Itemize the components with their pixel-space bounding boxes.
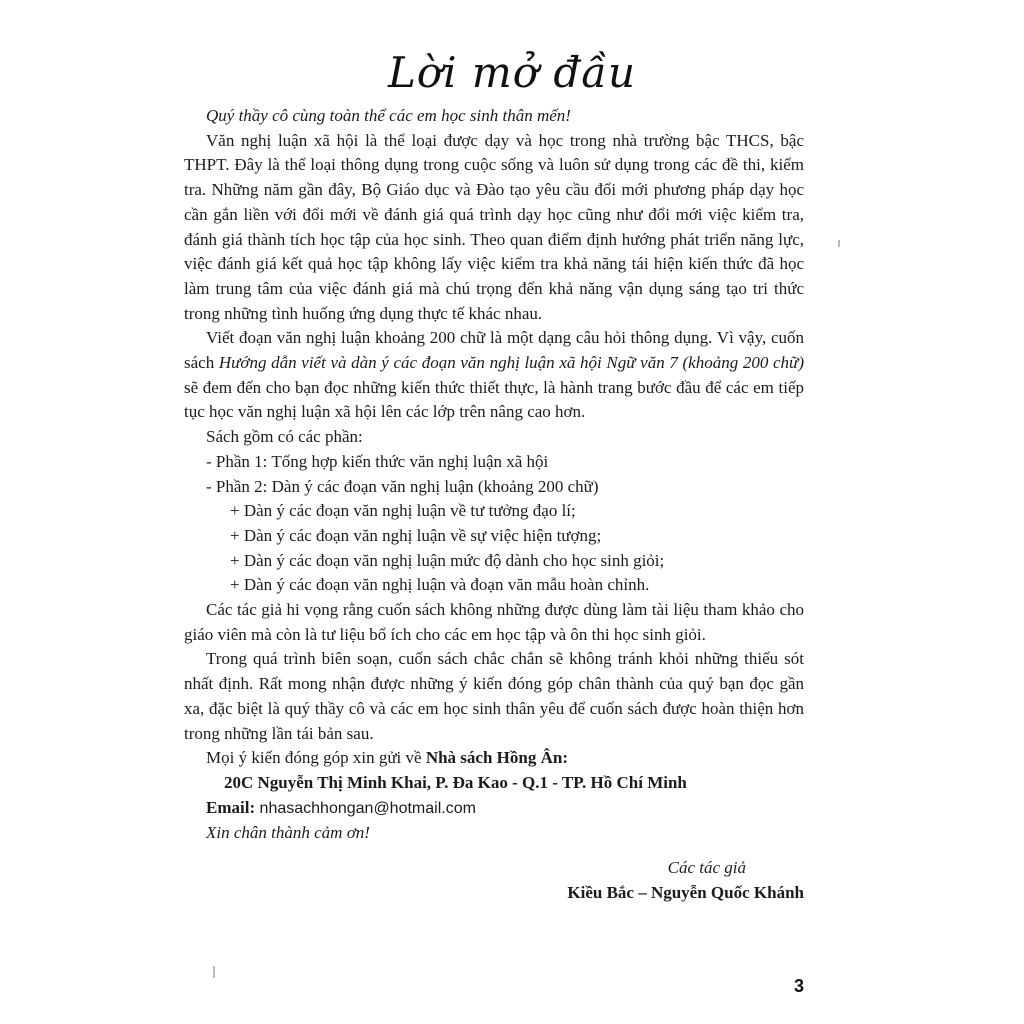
feedback-line <box>184 746 804 771</box>
paragraph-3: Các tác giả hi vọng rằng cuốn sách không những được dùng làm tài liệu tham khảo cho giáo viên mà còn là tư liệu bổ ích cho các em học tập và ôn thi học sinh giỏi. <box>184 600 804 644</box>
parts-intro: Sách gồm có các phần: <box>206 427 363 447</box>
author-names: Kiều Bắc – Nguyễn Quốc Khánh <box>567 882 804 902</box>
paragraph-4: Trong quá trình biên soạn, cuốn sách chắc chắn sẽ không tránh khỏi những thiếu sót nhất định. Rất mong nhận được những ý kiến đóng góp chân thành của quý bạn đọc gần xa, đặc biệt là quý thầy cô và các em học sinh thân yêu để cuốn sách được hoàn thiện hơn trong những lần tái bản sau. <box>184 649 804 743</box>
subpart-item-1: + Dàn ý các đoạn văn nghị luận về tư tưởng đạo lí; <box>230 501 576 521</box>
email-address: nhasachhongan@hotmail.com <box>255 799 476 817</box>
greeting: Quý thầy cô cùng toàn thể các em học sinh thân mến! <box>206 106 571 125</box>
email-line <box>184 796 804 822</box>
scan-speck <box>838 240 840 247</box>
paragraph-2 <box>184 326 804 425</box>
email-label: Email: <box>206 797 256 817</box>
book-title: Hướng dẫn viết và dàn ý các đoạn văn nghị luận xã hội Ngữ văn 7 (khoảng 200 chữ) <box>218 353 804 373</box>
subpart-item-3: + Dàn ý các đoạn văn nghị luận mức độ dành cho học sinh giỏi; <box>230 550 665 570</box>
paragraph-1: Văn nghị luận xã hội là thể loại được dạy và học trong nhà trường bậc THCS, bậc THPT. Đây là thể loại thông dụng trong cuộc sống và luôn sử dụng trong các đề thi, kiểm tra. Những năm gần đây, Bộ Giáo dục và Đào tạo yêu cầu đổi mới phương pháp dạy học cần gắn liền với đổi mới về đánh giá quá trình dạy học cũng như đổi mới việc kiểm tra, đánh giá thành tích học tập của học sinh. Theo quan điểm định hướng phát triển năng lực, việc đánh giá kết quả học tập không lấy việc kiểm tra khả năng tái hiện kiến thức đã học làm trung tâm của việc đánh giá mà chú trọng đến khả năng vận dụng sáng tạo tri thức trong những tình huống ứng dụng thực tế khác nhau. <box>184 130 804 323</box>
paragraph-2-part-1: Viết đoạn văn nghị luận khoảng 200 chữ là một dạng câu hỏi thông dụng. Vì vậy, cuốn sách <box>184 328 804 373</box>
subpart-item-2: + Dàn ý các đoạn văn nghị luận về sự việc hiện tượng; <box>230 525 602 545</box>
publisher-name: Nhà sách Hồng Ân: <box>425 748 568 768</box>
paragraph-2-part-2: sẽ đem đến cho bạn đọc những kiến thức thiết thực, là hành trang bước đầu để các em tiếp tục học văn nghị luận xã hội lên các lớp trên nâng cao hơn. <box>184 377 804 422</box>
feedback-text: Mọi ý kiến đóng góp xin gửi về <box>206 748 426 768</box>
subpart-item-4: + Dàn ý các đoạn văn nghị luận và đoạn văn mẫu hoàn chỉnh. <box>230 575 650 595</box>
thanks-line: Xin chân thành cảm ơn! <box>206 823 370 843</box>
signature-title: Các tác giả <box>667 858 746 878</box>
part-item-2: - Phần 2: Dàn ý các đoạn văn nghị luận (khoảng 200 chữ) <box>206 476 599 496</box>
publisher-address: 20C Nguyễn Thị Minh Khai, P. Đa Kao - Q.1 - TP. Hồ Chí Minh <box>224 772 687 792</box>
body-text <box>184 104 804 906</box>
scan-speck <box>213 966 215 978</box>
page-heading: Lời mở đầu <box>387 48 637 97</box>
part-item-1: - Phần 1: Tổng hợp kiến thức văn nghị luận xã hội <box>206 451 549 471</box>
page-number: 3 <box>794 976 805 996</box>
